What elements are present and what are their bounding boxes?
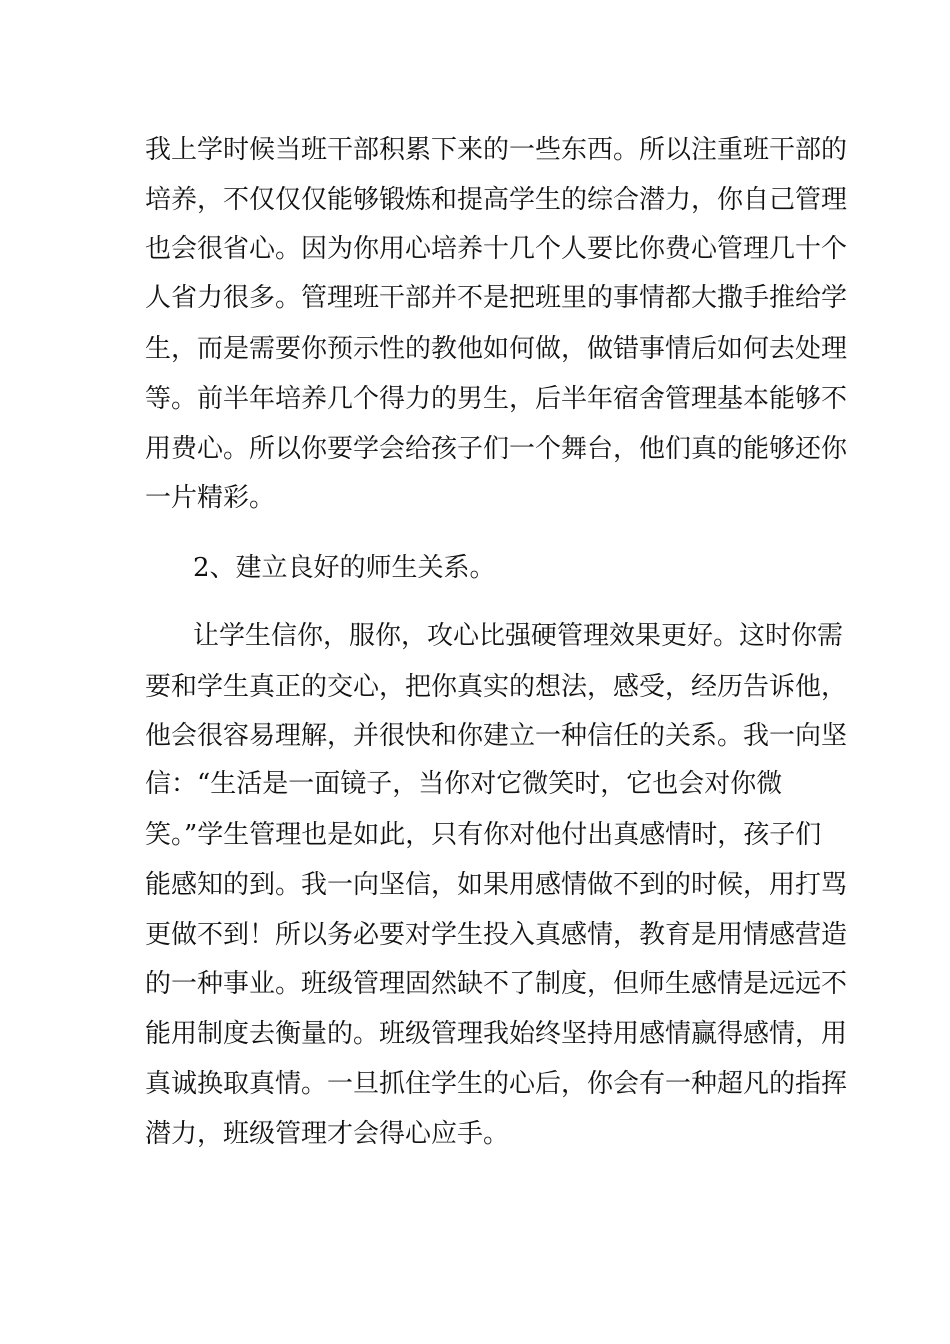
paragraph-2-line-4: 信：“生活是一面镜子，当你对它微笑时，它也会对你微 bbox=[145, 769, 783, 799]
paragraph-2-line-7: 更做不到！所以务必要对学生投入真感情，教育是用情感营造 bbox=[145, 920, 848, 950]
paragraph-2-line-5: 笑。”学生管理也是如此，只有你对他付出真感情时，孩子们 bbox=[145, 820, 822, 850]
section-heading: 2、建立良好的师生关系。 bbox=[193, 553, 496, 583]
paragraph-2-line-9: 能用制度去衡量的。班级管理我始终坚持用感情赢得感情，用 bbox=[145, 1019, 848, 1049]
paragraph-2-line-2: 要和学生真正的交心，把你真实的想法，感受，经历告诉他， bbox=[145, 672, 848, 702]
paragraph-2-line-1: 让学生信你，服你，攻心比强硬管理效果更好。这时你需 bbox=[193, 621, 844, 651]
paragraph-1-line-5: 生，而是需要你预示性的教他如何做，做错事情后如何去处理 bbox=[145, 334, 848, 364]
paragraph-2-line-8: 的一种事业。班级管理固然缺不了制度，但师生感情是远远不 bbox=[145, 969, 848, 999]
paragraph-1-line-8: 一片精彩。 bbox=[145, 483, 276, 513]
paragraph-1-line-6: 等。前半年培养几个得力的男生，后半年宿舍管理基本能够不 bbox=[145, 384, 848, 414]
paragraph-2-line-10: 真诚换取真情。一旦抓住学生的心后，你会有一种超凡的指挥 bbox=[145, 1069, 848, 1099]
paragraph-2-line-3: 他会很容易理解，并很快和你建立一种信任的关系。我一向坚 bbox=[145, 721, 848, 751]
paragraph-1-line-3: 也会很省心。因为你用心培养十几个人要比你费心管理几十个 bbox=[145, 234, 848, 264]
paragraph-1-line-2: 培养，不仅仅仅能够锻炼和提高学生的综合潜力，你自己管理 bbox=[145, 185, 848, 215]
paragraph-2-line-11: 潜力，班级管理才会得心应手。 bbox=[145, 1119, 510, 1149]
paragraph-1-line-1: 我上学时候当班干部积累下来的一些东西。所以注重班干部的 bbox=[145, 135, 848, 165]
paragraph-1-line-7: 用费心。所以你要学会给孩子们一个舞台，他们真的能够还你 bbox=[145, 434, 848, 464]
paragraph-2-line-6: 能感知的到。我一向坚信，如果用感情做不到的时候，用打骂 bbox=[145, 870, 848, 900]
paragraph-1-line-4: 人省力很多。管理班干部并不是把班里的事情都大撒手推给学 bbox=[145, 283, 848, 313]
